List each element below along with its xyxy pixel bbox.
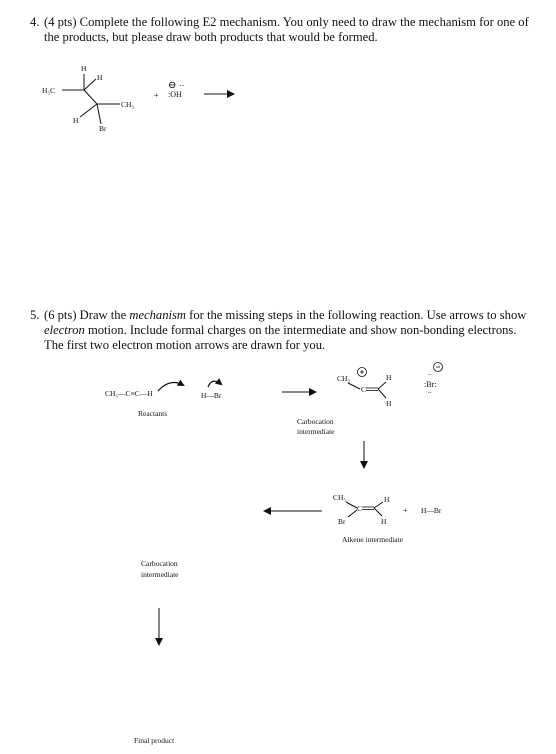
bromide-bottom-pair: .. <box>428 387 432 395</box>
plus-sign: + <box>154 91 159 100</box>
hydroxide-lone-pair: ‥ <box>179 79 185 88</box>
alkene-ch3: CH₃ <box>333 493 347 502</box>
reactant-hbr: H—Br <box>201 391 222 400</box>
reactant-alkyne: CH₃—C≡C—H <box>105 389 153 398</box>
alkene-h-top: H <box>384 495 390 504</box>
carbocation2-label-1: Carbocation <box>141 559 178 568</box>
bond-line <box>374 502 383 508</box>
question-4-text: (4 pts) Complete the following E2 mechanism. You only need to draw the mechanism for one of the products, but please draw both products that would be formed. <box>44 15 529 44</box>
q4-molecule <box>42 64 134 133</box>
bond-line <box>346 502 357 508</box>
alkene-carbon: C <box>357 504 363 513</box>
bromide: :Br: <box>424 380 437 389</box>
cation-ch3: CH₃ <box>337 374 351 383</box>
question-5-number: 5. <box>30 308 40 322</box>
bond-line <box>378 389 386 398</box>
carbocation2-label-2: intermediate <box>141 570 179 579</box>
plus-sign: + <box>403 506 408 515</box>
alkene-h-bottom: H <box>381 517 387 526</box>
bond-line <box>348 510 357 517</box>
electron-arrow <box>208 381 221 387</box>
carbocation-label-1: Carbocation <box>297 417 334 426</box>
bond-line <box>348 383 360 389</box>
question-4-number: 4. <box>30 15 40 29</box>
cation-carbon: C <box>361 385 367 394</box>
carbocation-label-2: intermediate <box>297 427 335 436</box>
alkene-label: Alkene intermediate <box>342 535 404 544</box>
reactants-label: Reactants <box>138 409 168 418</box>
bromide-top-pair: .. <box>428 369 432 377</box>
alkene-hbr: H—Br <box>421 506 442 515</box>
bond-line <box>84 79 96 90</box>
bond-line <box>84 90 97 104</box>
bond-line <box>374 508 382 516</box>
atom-h-left: H <box>73 116 79 125</box>
atom-br: Br <box>99 124 107 133</box>
hydroxide: :OH <box>168 90 182 99</box>
bond-line <box>80 104 97 117</box>
cation-h-bottom: H <box>386 399 392 408</box>
atom-h3c: H₃C <box>42 86 56 95</box>
bond-line <box>97 104 101 124</box>
final-product-label: Final product <box>134 736 175 745</box>
atom-h-right: H <box>97 73 103 82</box>
alkene-br: Br <box>338 517 346 526</box>
electron-arrow <box>158 383 183 391</box>
hydroxide-charge: ⊖ <box>168 80 177 91</box>
atom-h-top: H <box>81 64 87 73</box>
question-5-text: (6 pts) Draw the mechanism for the missing steps in the following reaction. Use arrows to show electron motion. Include formal charges on the intermediate and show non-bonding electrons. The first two electron motion arrows are drawn for you. <box>44 308 527 352</box>
atom-ch3: CH₃ <box>121 100 135 109</box>
bond-line <box>378 382 386 389</box>
cation-h-top: H <box>386 373 392 382</box>
